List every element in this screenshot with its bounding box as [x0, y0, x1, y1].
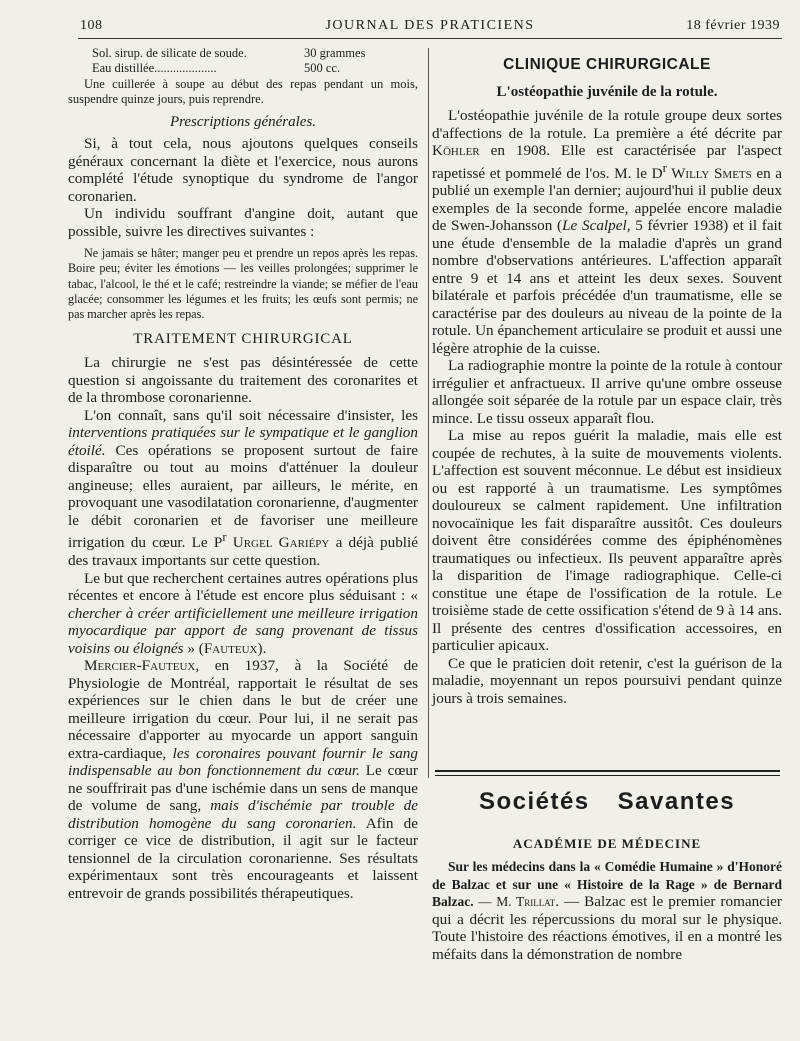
- formula-ingredient: Eau distillée....................: [92, 61, 217, 75]
- issue-date: 18 février 1939: [686, 18, 780, 33]
- paragraph: Mercier-Fauteux, en 1937, à la Société de Physiologie de Montréal, rapportait le résultat de ses expériences sur le chien dans le but de créer une meilleure irrigation du cœur. Pour lui, il ne serait pas nécessaire d'apporter au myocarde un apport sanguin extra-cardiaque, les coronaires pouvant fournir le sang indispensable au bon fonctionnement du cœur. Le cœur ne souffrirait pas d'une ischémie dans un sens de manque de volume de sang, mais d'ischémie par trouble de distribution homogène du sang coronarien. Afin de corriger ce vice de distribution, il agit sur le facteur tensionnel de la circulation coronarienne. Ses résultats expérimentaux sont très encourageants et laissent entrevoir de grands possibilités thérapeutiques.: [68, 657, 418, 902]
- societes-savantes-heading: Sociétés Savantes: [478, 788, 736, 815]
- academie-article-text: Sur les médecins dans la « Comédie Humaine » d'Honoré de Balzac et sur une « Histoire de la Rage » de Bernard Balzac. — M. Trillat. — Balzac est le premier romancier qui a décrit les répercussions du moral sur le physique. Toute l'histoire des réactions émotives, il en a montré les méfaits dans la démonstration de nombre: [432, 859, 782, 963]
- paragraph: La mise au repos guérit la maladie, mais elle est coupée de rechutes, à la suite de mouvements violents. L'affection est souvent méconnue. Le début est insidieux ou est rapporté à un traumatisme. Les symptômes douloureux se calment rapidement. Une infiltration novocaïnique les fait disparaître aussitôt. Ces douleurs doivent être considérées comme des épiphénomènes traumatiques ou infectieux. Ils peuvent apparaître après la disparition de l'image radiographique. Celle-ci constitue une étape de l'ossification de la rotule. Le troisième stade de cette ossification s'étend de 9 à 14 ans. Il présente des centres d'ossification accessoires, en particulier apicaux.: [432, 427, 782, 655]
- journal-title: JOURNAL DES PRATICIENS: [325, 18, 535, 33]
- paragraph: Si, à tout cela, nous ajoutons quelques conseils généraux concernant la diète et l'exercice, nous aurons complété l'étude synoptique du syndrome de l'angor coronarien.: [68, 135, 418, 205]
- right-column: [432, 54, 782, 707]
- section-rule: [435, 770, 780, 772]
- formula-row: [68, 61, 418, 76]
- academie-heading: ACADÉMIE DE MÉDECINE: [512, 836, 702, 851]
- paragraph: La chirurgie ne s'est pas désintéressée de cette question si angoissante du traitement des coronarites et de la thrombose coronarienne.: [68, 354, 418, 407]
- formula-quantity: 30 grammes: [304, 46, 366, 60]
- paragraph: L'on connaît, sans qu'il soit nécessaire d'insister, les interventions pratiquées sur le sympatique et le ganglion étoilé. Ces opérations se proposent surtout de faire disparaître ou tout au moins d'atténuer la douleur angineuse; elles auraient, par ailleurs, le mérite, en provoquant une vasodilatation coronarienne, d'augmenter le débit coronarien et de favoriser une meilleure irrigation du cœur. Le $P^r$ Urgel Gariépy a déjà publié des travaux importants sur cette question.: [68, 406, 418, 570]
- prescription-formula: [68, 46, 418, 107]
- formula-note: Une cuillerée à soupe au début des repas pendant un mois, suspendre quinze jours, puis reprendre.: [68, 77, 418, 106]
- paragraph: L'ostéopathie juvénile de la rotule groupe deux sortes d'affections de la rotule. La première a été décrite par Köhler en 1908. Elle est caractérisée par l'aspect rapetissé et pommelé de l'os. M. le $D^r$ Willy Smets en a publié un exemple l'an dernier; aujourd'hui il publie deux exemples de la seconde forme, appelée encore maladie de Swen-Johansson (Le Scalpel, 5 février 1938) et il fait une étude d'ensemble de la maladie d'après un grand nombre d'observations antérieures. L'affection apparaît entre 9 et 14 ans et atteint les deux sexes. Souvent bilatérale et parfois précédée d'un traumatisme, elle se caractérise par des douleurs au niveau de la pointe de la rotule. Un épanchement articulaire se produit et aussi une légère atrophie de la cuisse.: [432, 107, 783, 357]
- page-number: 108: [80, 18, 103, 33]
- page-header: [80, 14, 780, 40]
- paragraph: La radiographie montre la pointe de la rotule à contour irrégulier et anfractueux. Il arrive qu'une ombre osseuse allongée soit séparée de la rotule par un espace clair, très mince. Le tissu osseux apparaît flou.: [432, 357, 782, 427]
- header-rule: [78, 38, 782, 39]
- academie-article: [432, 858, 782, 963]
- traitement-heading: TRAITEMENT CHIRURGICAL: [133, 331, 353, 348]
- column-divider: [428, 48, 429, 778]
- article-title: L'ostéopathie juvénile de la rotule.: [496, 84, 718, 100]
- paragraph: Ce que le praticien doit retenir, c'est la guérison de la maladie, moyennant un repos poursuivi pendant quinze jours à trois semaines.: [432, 654, 782, 707]
- left-column: [68, 46, 418, 902]
- directives-list: Ne jamais se hâter; manger peu et prendre un repos après les repas. Boire peu; éviter les émotions — les veilles prolongées; supprimer le tabac, l'alcool, le thé et le café; restreindre la viande; se méfier de l'eau glacée; consommer les légumes et les fruits; les œufs sont permis; ne pas marcher après les repas.: [68, 246, 418, 322]
- paragraph: Un individu souffrant d'angine doit, autant que possible, suivre les directives suivantes :: [68, 205, 418, 240]
- formula-row: [68, 46, 418, 61]
- formula-quantity: 500 cc.: [304, 61, 341, 75]
- section-title: CLINIQUE CHIRURGICALE: [503, 56, 711, 73]
- prescriptions-heading: Prescriptions générales.: [169, 114, 317, 130]
- section-rule: [435, 775, 780, 776]
- formula-ingredient: Sol. sirup. de silicate de soude.: [92, 46, 247, 60]
- paragraph: Le but que recherchent certaines autres opérations plus récentes et encore à l'étude est encore plus séduisant : « chercher à créer artificiellement une meilleure irrigation myocardique par apport de sang provenant de tissus voisins ou éloignés » (Fauteux).: [68, 569, 418, 657]
